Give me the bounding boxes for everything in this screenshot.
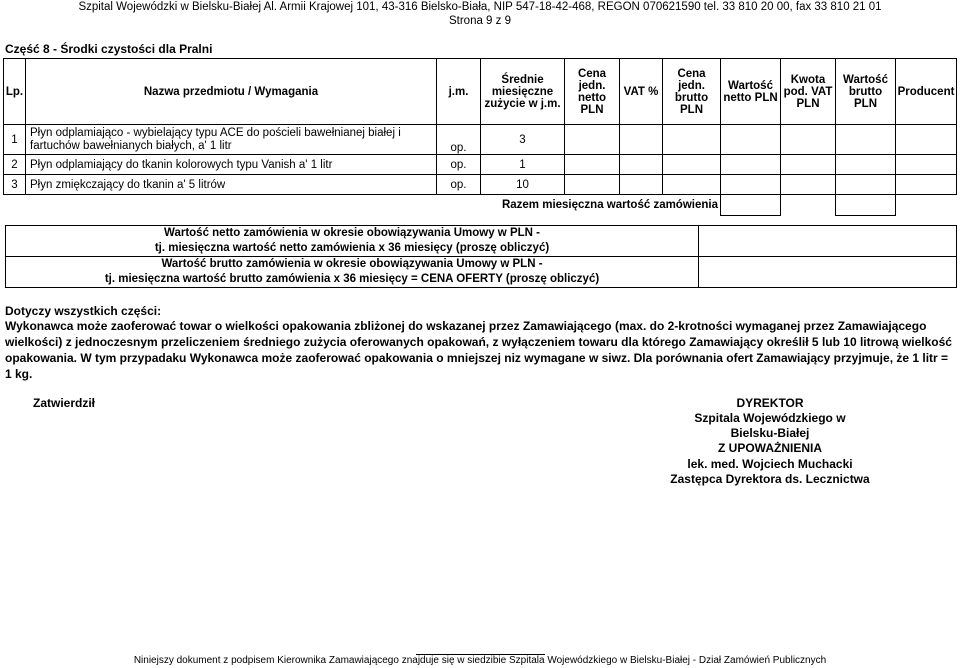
row-net-price[interactable] [565, 155, 620, 175]
table-row [4, 155, 957, 175]
row-unit: op. [437, 175, 481, 195]
director-authorization: Z UPOWAŻNIENIA [718, 441, 822, 455]
deputy-title: Zastępca Dyrektora ds. Lecznictwa [670, 472, 870, 486]
row-gross-value[interactable] [836, 175, 896, 195]
row-gross-price[interactable] [663, 175, 721, 195]
gross-contract-value[interactable] [699, 257, 957, 288]
deputy-signature [670, 457, 870, 487]
row-qty: 1 [481, 155, 565, 175]
row-net-value[interactable] [721, 155, 781, 175]
director-title: DYREKTOR [736, 396, 804, 410]
row-net-value[interactable] [721, 175, 781, 195]
row-vat[interactable] [620, 175, 663, 195]
gross-contract-line1: Wartość brutto zamówienia w okresie obowiązywania Umowy w PLN - [161, 258, 543, 270]
total-net-value[interactable] [721, 195, 781, 216]
row-lp: 3 [4, 175, 26, 195]
row-vat[interactable] [620, 125, 663, 155]
header-vat-amount: Kwota pod. VAT PLN [781, 59, 836, 125]
row-gross-value[interactable] [836, 125, 896, 155]
deputy-name: lek. med. Wojciech Muchacki [687, 457, 853, 471]
row-producer[interactable] [896, 155, 957, 175]
header-gross-price: Cena jedn. brutto PLN [663, 59, 721, 125]
header-gross-value: Wartość brutto PLN [836, 59, 896, 125]
row-vat-amount[interactable] [781, 175, 836, 195]
net-contract-line1: Wartość netto zamówienia w okresie obowiązywania Umowy w PLN - [164, 227, 540, 239]
row-name: Płyn odplamiająco - wybielający typu ACE do pościeli bawełnianej białej i fartuchów bawełnianych białych, a' 1 litr [26, 125, 437, 155]
row-vat-amount[interactable] [781, 125, 836, 155]
header-lp: Lp. [4, 59, 26, 125]
row-name: Płyn odplamiający do tkanin kolorowych typu Vanish a' 1 litr [26, 155, 437, 175]
section-title: Część 8 - Środki czystości dla Pralni [5, 42, 213, 56]
row-vat-amount[interactable] [781, 155, 836, 175]
header-vat: VAT % [620, 59, 663, 125]
row-name: Płyn zmiękczający do tkanin a' 5 litrów [26, 175, 437, 195]
row-gross-price[interactable] [663, 155, 721, 175]
row-qty: 10 [481, 175, 565, 195]
header-net-value: Wartość netto PLN [721, 59, 781, 125]
total-gross-value[interactable] [836, 195, 896, 216]
table-row [4, 125, 957, 155]
items-table [3, 58, 957, 216]
gross-contract-label [6, 257, 699, 288]
row-producer[interactable] [896, 175, 957, 195]
row-vat[interactable] [620, 155, 663, 175]
row-net-price[interactable] [565, 175, 620, 195]
net-contract-label [6, 226, 699, 257]
notes-body: Wykonawca może zaoferować towar o wielkości opakowania zbliżonej do wskazanej przez Zamawiającego (max. do 2-krotności wymaganej przez Zamawiającego wielkości) z jednoczesnym przeliczeniem średniego zużycia oferowanych opakowań, z wyłączeniem towaru dla którego Zamawiający określił 5 lub 10 litrową wielkość opakowania. W tym przypadaku Wykonawca może zaoferować opakowania o mniejszej niz wymagane w siwz. Dla porównania ofert Zamawiający przyjmuje, że 1 litr = 1 kg. [5, 319, 952, 381]
notes-heading: Dotyczy wszystkich części: [5, 304, 162, 318]
director-signature [670, 396, 870, 456]
row-net-value[interactable] [721, 125, 781, 155]
footer-note: Niniejszy dokument z podpisem Kierownika Zamawiającego znajduje się w siedzibie Szpitala Wojewódzkiego w Bielsku-Białej - Dział Zamówień Publicznych [133, 655, 827, 666]
row-unit: op. [437, 155, 481, 175]
header-unit: j.m. [437, 59, 481, 125]
row-unit: op. [437, 125, 481, 155]
net-contract-line2: tj. miesięczna wartość netto zamówienia x 36 miesięcy (proszę obliczyć) [154, 242, 550, 254]
net-contract-value[interactable] [699, 226, 957, 257]
row-net-price[interactable] [565, 125, 620, 155]
row-lp: 1 [4, 125, 26, 155]
row-producer[interactable] [896, 125, 957, 155]
total-label: Razem miesięczna wartość zamówienia [4, 195, 721, 216]
row-gross-value[interactable] [836, 155, 896, 175]
header-net-price: Cena jedn. netto PLN [565, 59, 620, 125]
row-qty: 3 [481, 125, 565, 155]
row-lp: 2 [4, 155, 26, 175]
director-hospital: Szpitala Wojewódzkiego w Bielsku-Białej [694, 411, 846, 440]
table-header-row [4, 59, 957, 125]
gross-contract-line2: tj. miesięczna wartość brutto zamówienia x 36 miesięcy = CENA OFERTY (proszę obliczyć) [104, 273, 600, 285]
total-row [4, 195, 957, 216]
header-avg-usage: Średnie miesięczne zużycie w j.m. [481, 59, 565, 125]
header-name: Nazwa przedmiotu / Wymagania [26, 59, 437, 125]
row-gross-price[interactable] [663, 125, 721, 155]
page-number: Strona 9 z 9 [448, 15, 511, 27]
table-row [4, 175, 957, 195]
document-header-address: Szpital Wojewódzki w Bielsku-Białej Al. Armii Krajowej 101, 43-316 Bielsko-Biała, NIP 547-18-42-468, REGON 070621590 tel. 33 810 20 00, fax 33 810 21 01 [78, 1, 882, 13]
contract-value-table [5, 225, 957, 288]
approved-label: Zatwierdził [33, 396, 96, 410]
header-producer: Producent [896, 59, 957, 125]
